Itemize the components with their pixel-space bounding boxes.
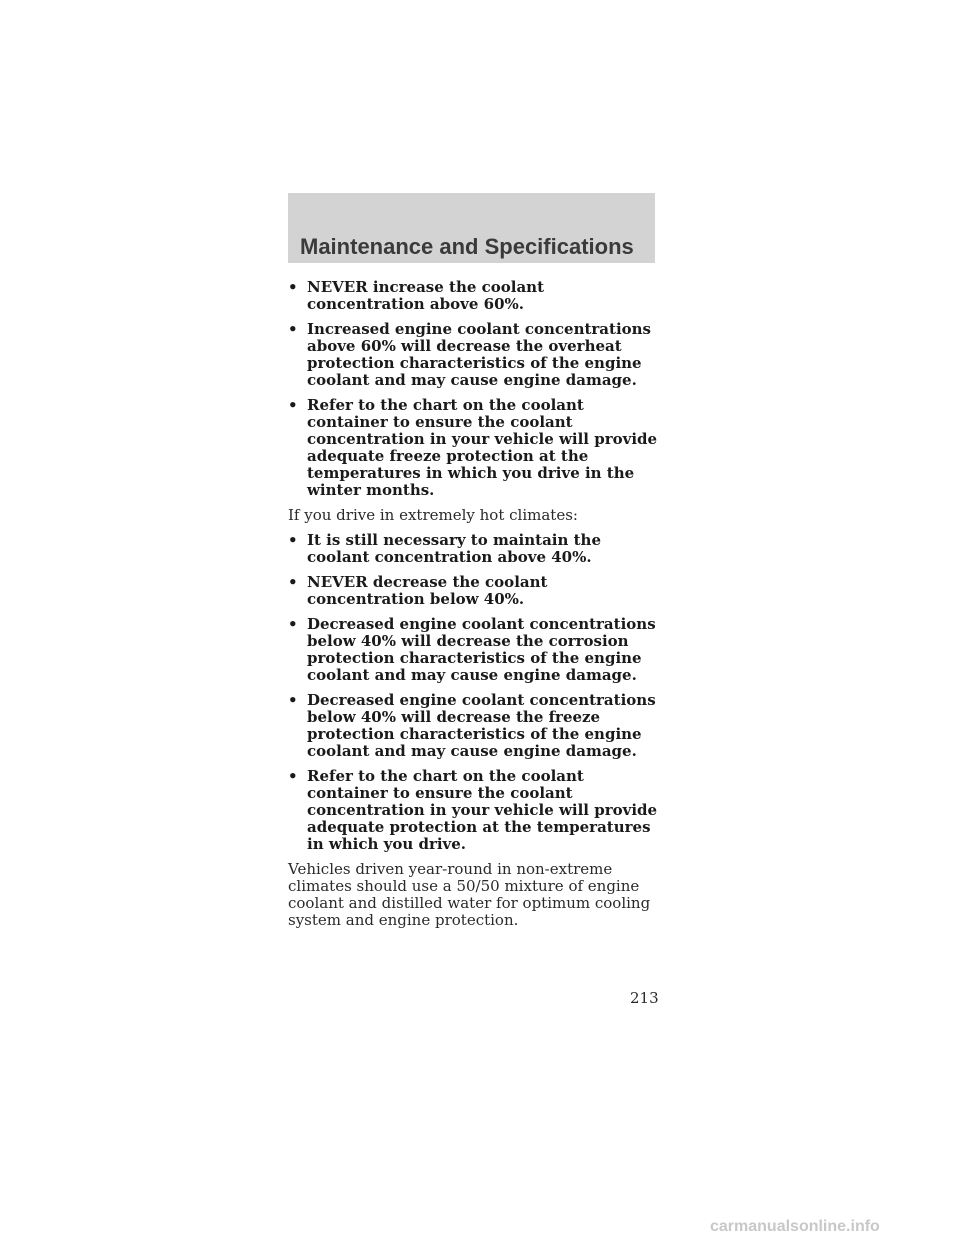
bullet-text: NEVER increase the coolant concentration above 60%. (307, 278, 545, 313)
page-content (288, 279, 660, 937)
bullet-item (288, 616, 660, 684)
bullet-icon: • (288, 767, 298, 785)
bullet-item (288, 574, 660, 608)
bullet-item (288, 321, 660, 389)
hot-climate-intro: If you drive in extremely hot climates: (288, 506, 578, 524)
bullet-text: Decreased engine coolant concentrations below 40% will decrease the freeze protection characteristics of the engine coolant and may cause engine damage. (307, 691, 656, 760)
bullet-icon: • (288, 396, 298, 414)
bullet-item (288, 397, 660, 499)
page-number: 213 (630, 989, 659, 1007)
bullet-text: Refer to the chart on the coolant container to ensure the coolant concentration in your vehicle will provide adequate freeze protection at the temperatures in which you drive in the winter months. (307, 396, 658, 499)
bullet-icon: • (288, 531, 298, 549)
bullet-icon: • (288, 691, 298, 709)
section-title: Maintenance and Specifications (300, 234, 634, 259)
watermark: carmanualsonline.info (710, 1218, 880, 1235)
closing-paragraph: Vehicles driven year-round in non-extreme climates should use a 50/50 mixture of engine coolant and distilled water for optimum cooling system and engine protection. (288, 860, 651, 929)
bullet-item (288, 532, 660, 566)
bullet-text: Refer to the chart on the coolant container to ensure the coolant concentration in your vehicle will provide adequate protection at the temperatures in which you drive. (307, 767, 658, 853)
bullet-text: Increased engine coolant concentrations above 60% will decrease the overheat protection characteristics of the engine coolant and may cause engine damage. (307, 320, 652, 389)
bullet-text: It is still necessary to maintain the coolant concentration above 40%. (307, 531, 602, 566)
bullet-icon: • (288, 278, 298, 296)
bullet-icon: • (288, 615, 298, 633)
bullet-icon: • (288, 320, 298, 338)
bullet-item (288, 279, 660, 313)
bullet-text: NEVER decrease the coolant concentration below 40%. (307, 573, 548, 608)
bullet-item (288, 768, 660, 853)
bullet-text: Decreased engine coolant concentrations below 40% will decrease the corrosion protection characteristics of the engine coolant and may cause engine damage. (307, 615, 656, 684)
bullet-item (288, 692, 660, 760)
bullet-icon: • (288, 573, 298, 591)
